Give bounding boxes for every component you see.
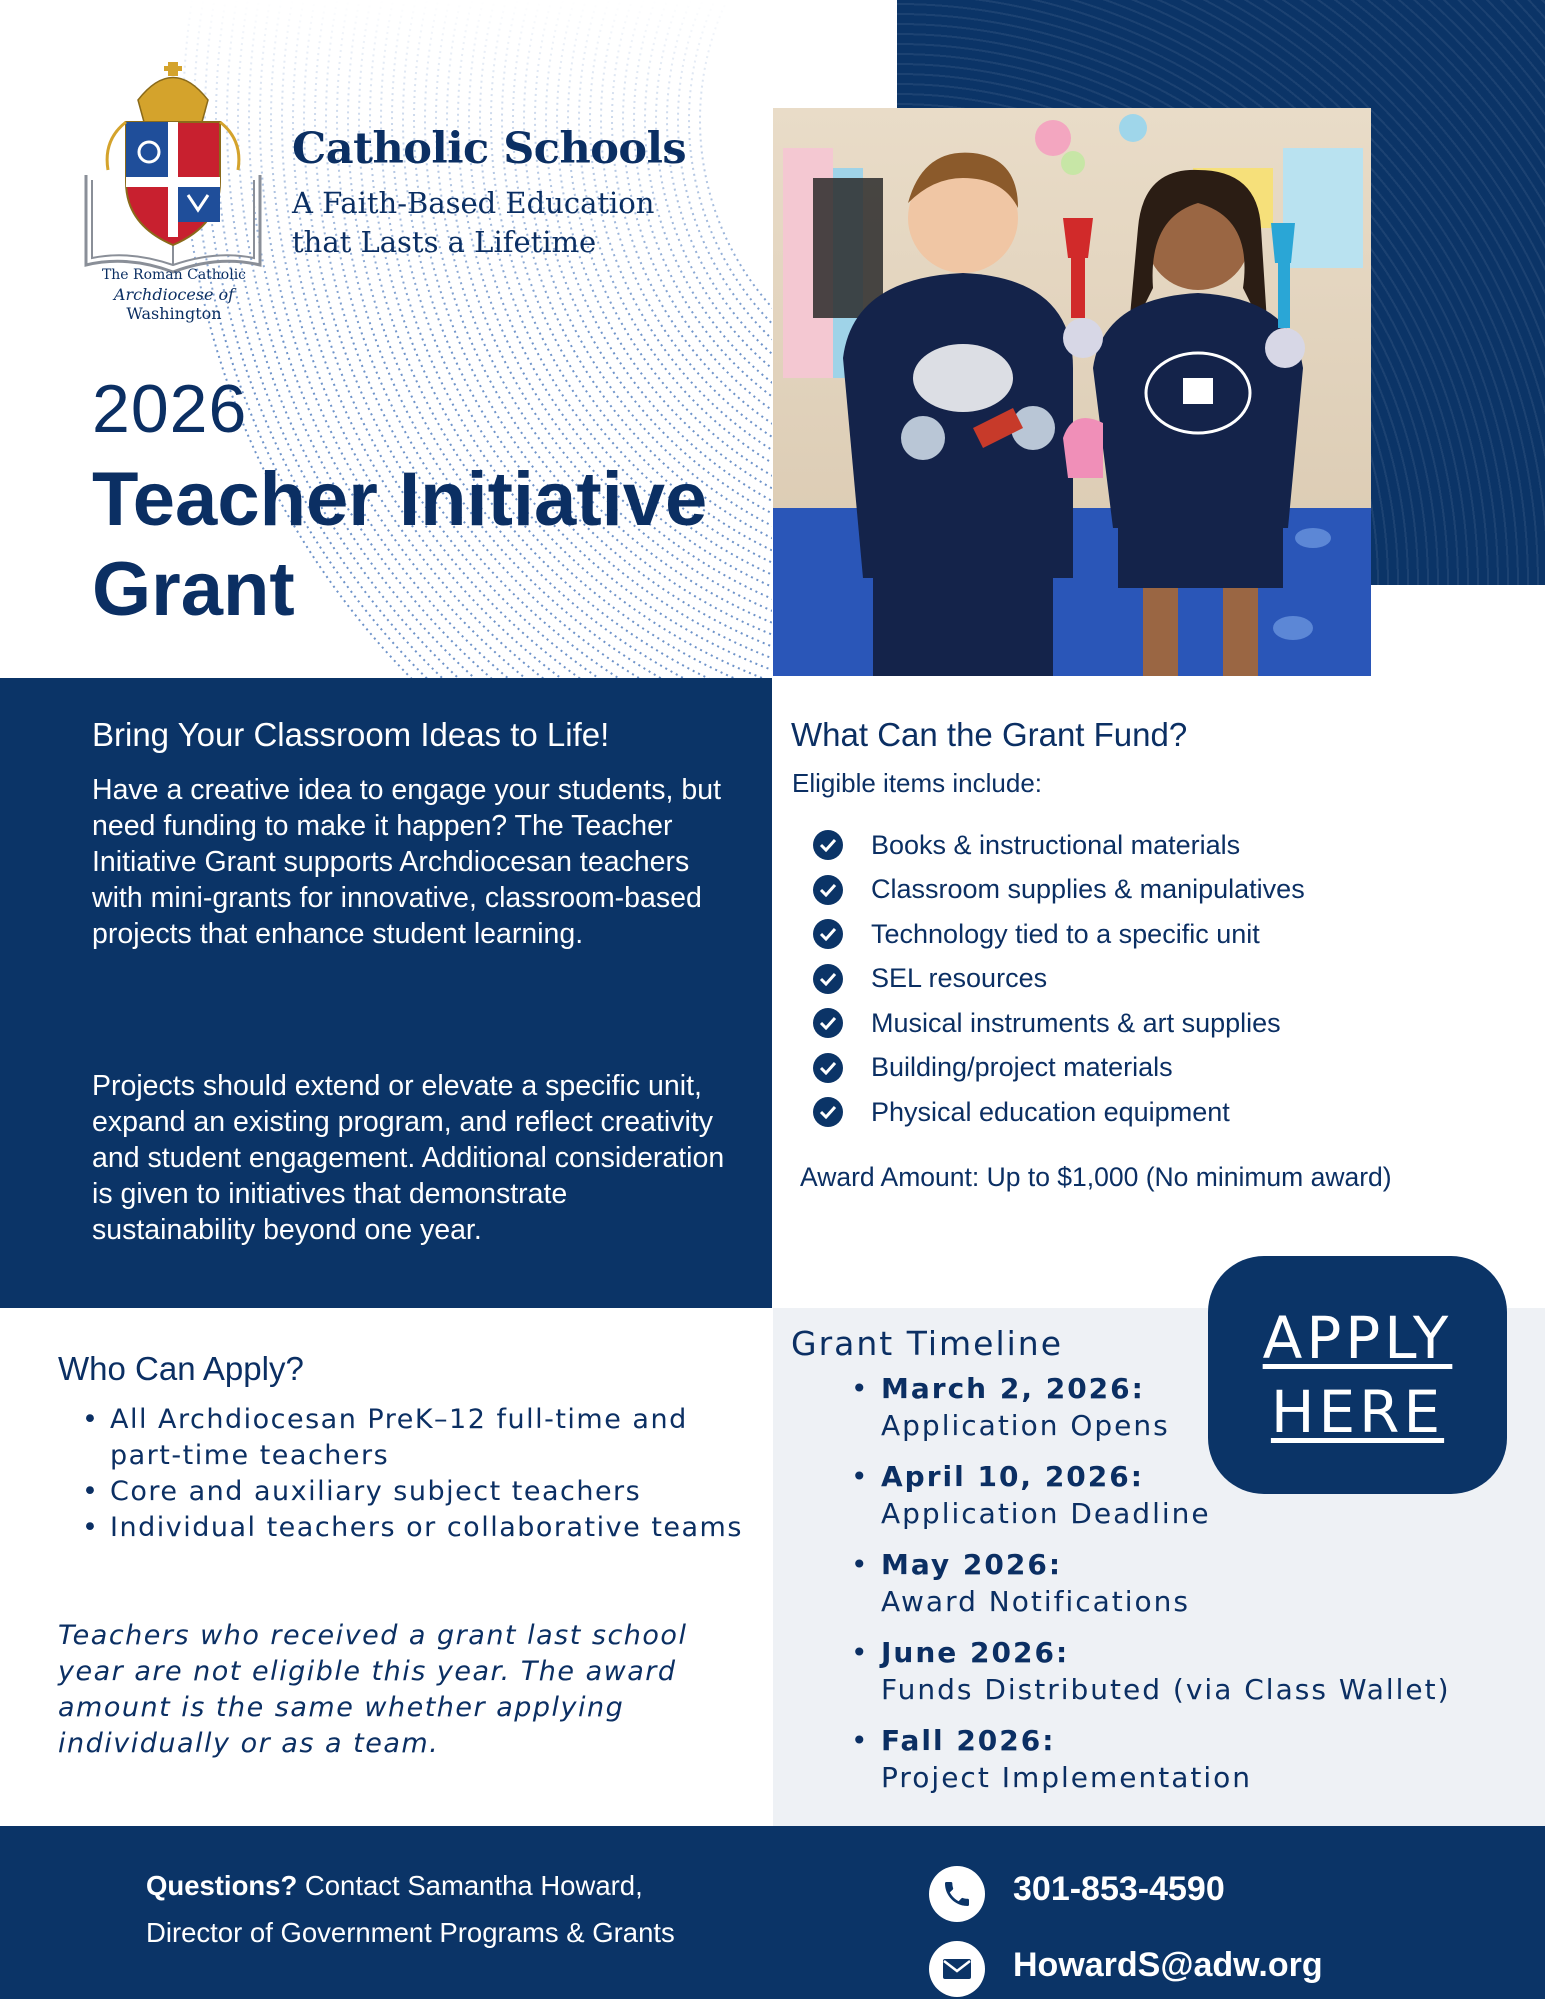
classroom-photo [773, 108, 1371, 676]
phone-icon [929, 1866, 985, 1922]
list-item [813, 912, 1513, 957]
fund-heading: What Can the Grant Fund? [791, 716, 1188, 753]
fund-subheading: Eligible items include: [792, 768, 1043, 798]
intro-paragraph-2: Projects should extend or elevate a specific unit, expand an existing program, and reflect creativity and student engagement. Additional consideration is given to initiatives that demonstrate sustainability beyond one year. [92, 1070, 725, 1246]
logo-caption [98, 266, 250, 323]
timeline-date: • April 10, 2026: [881, 1460, 1144, 1493]
logo-caption-line2: Archdiocese of [113, 285, 235, 304]
timeline-description: Funds Distributed (via Class Wallet) [881, 1673, 1451, 1706]
timeline-description: Project Implementation [881, 1761, 1253, 1794]
timeline-date: • May 2026: [881, 1548, 1063, 1581]
intro-heading: Bring Your Classroom Ideas to Life! [92, 716, 610, 753]
list-item-label: Books & instructional materials [871, 829, 1241, 860]
contact-info [146, 1862, 846, 1956]
list-item-label: Physical education equipment [871, 1096, 1230, 1127]
list-item [813, 823, 1513, 868]
list-item-label: Building/project materials [871, 1052, 1173, 1083]
contact-line1: Contact Samantha Howard, [304, 1870, 643, 1901]
apply-button-line2: HERE [1270, 1378, 1445, 1446]
list-item [813, 957, 1513, 1002]
eligible-items-list [813, 823, 1513, 1135]
list-item: • Individual teachers or collaborative teams [110, 1510, 750, 1546]
check-circle-icon [813, 1097, 843, 1127]
apply-here-button[interactable] [1208, 1256, 1507, 1494]
timeline-description: Application Opens [881, 1409, 1170, 1442]
list-item [813, 868, 1513, 913]
list-item: • Core and auxiliary subject teachers [110, 1474, 750, 1510]
timeline-item [881, 1546, 1521, 1620]
intro-paragraph-1: Have a creative idea to engage your students, but need funding to make it happen? The Teacher Initiative Grant supports Archdiocesan teachers with mini-grants for innovative, classroom-based projects that enhance student learning. [92, 774, 721, 950]
list-item-label: SEL resources [871, 963, 1048, 994]
footer [0, 1826, 1545, 1999]
logo-caption-line3: Washington [126, 304, 222, 323]
list-item: • All Archdiocesan PreK–12 full-time and part-time teachers [110, 1402, 750, 1474]
timeline-date: • March 2, 2026: [881, 1372, 1145, 1405]
check-circle-icon [813, 1053, 843, 1083]
brand-title: Catholic Schools [292, 124, 687, 174]
questions-label: Questions? [146, 1870, 298, 1901]
list-item-label: Classroom supplies & manipulatives [871, 874, 1305, 905]
email-icon [929, 1941, 985, 1997]
eligibility-note: Teachers who received a grant last school year are not eligible this year. The award amount is the same whether applying individually or as a team. [58, 1620, 688, 1759]
check-circle-icon [813, 830, 843, 860]
logo-caption-line1: The Roman Catholic [101, 267, 247, 283]
list-item [813, 1046, 1513, 1091]
email-link[interactable]: HowardS@adw.org [1013, 1946, 1323, 1984]
who-can-apply-list [110, 1402, 750, 1546]
timeline-item [881, 1634, 1521, 1708]
timeline-date: • June 2026: [881, 1636, 1070, 1669]
contact-line2: Director of Government Programs & Grants [146, 1917, 675, 1948]
who-heading: Who Can Apply? [58, 1350, 304, 1387]
timeline-description: Award Notifications [881, 1585, 1191, 1618]
brand-tagline: A Faith-Based Education that Lasts a Lifetime [292, 186, 655, 259]
timeline-date: • Fall 2026: [881, 1724, 1056, 1757]
check-circle-icon [813, 964, 843, 994]
list-item [813, 1090, 1513, 1135]
page-title: Teacher Initiative Grant [92, 457, 708, 632]
apply-button-line1: APPLY [1262, 1304, 1453, 1372]
list-item-label: Technology tied to a specific unit [871, 918, 1260, 949]
list-item [813, 1001, 1513, 1046]
check-circle-icon [813, 919, 843, 949]
title-year: 2026 [92, 371, 248, 447]
award-amount: Award Amount: Up to $1,000 (No minimum award) [800, 1162, 1392, 1192]
timeline-description: Application Deadline [881, 1497, 1211, 1530]
timeline-item [881, 1722, 1521, 1796]
intro-panel [0, 678, 772, 1308]
list-item-label: Musical instruments & art supplies [871, 1007, 1281, 1038]
check-circle-icon [813, 875, 843, 905]
phone-link[interactable]: 301-853-4590 [1013, 1870, 1225, 1908]
check-circle-icon [813, 1008, 843, 1038]
timeline-heading: Grant Timeline [791, 1324, 1064, 1363]
